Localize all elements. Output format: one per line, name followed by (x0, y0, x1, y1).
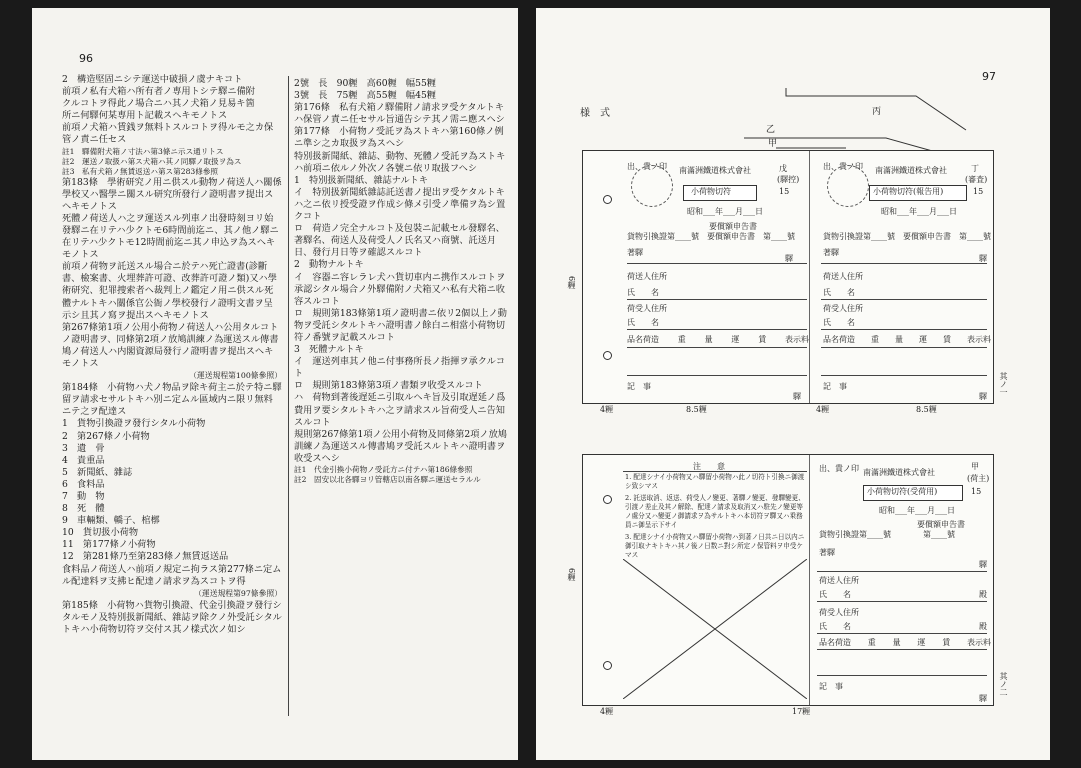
text-paragraph: 5 新聞紙、雜誌 (62, 466, 133, 478)
text-paragraph: イ 特別扱新聞紙雜誌託送書ノ提出ヲ受ケタルトキハ之ニ依リ授受證ヲ作成シ條メ引受ノ準備ヲ為シ置クコト (294, 186, 506, 223)
left-page (32, 8, 518, 760)
rule (821, 263, 987, 264)
declared-number: 第____號 (923, 530, 955, 539)
ticket-title: 小荷物切符 (691, 187, 731, 196)
company-name: 南滿洲鐵道株式會社 (875, 166, 947, 175)
text-paragraph: 7 動 物 (62, 491, 105, 502)
text-paragraph: 第267條第1項ノ公用小荷物ノ荷送人ハ公用タルコトノ證明書ヲ、同條第2項ノ放鳩訓練ノ為運送スル傳書鳩ノ荷送人ハ内閣資源局發行ノ證明書ヲ提出スヘキモノトス (62, 321, 279, 369)
remarks-label: 記 事 (627, 382, 651, 391)
text-paragraph: 2 第267條ノ小荷物 (62, 430, 150, 442)
text-paragraph: 3 遺 骨 (62, 442, 105, 454)
text-paragraph: 前項ノ私有犬箱ハ所有者ノ専用トシテ驛ニ備附 (62, 86, 255, 98)
table-header-cell: 品名荷造 (823, 335, 855, 344)
text-paragraph: 3 死體ナルトキ (294, 344, 364, 356)
text-paragraph: ハ 荷物到著後遅延ニ引取ルヘキ旨及引取遅延ノ爲費用ヲ要シタルトキハ之ヲ請求スル旨荷受人ニ告知スルコト (294, 392, 506, 428)
rule (817, 675, 987, 676)
text-paragraph: 1 特別扱新聞紙、雜誌ナルトキ (294, 174, 429, 186)
text-paragraph: 註2 固安以北各驛ヨリ管轄店以南各驛ニ運送セラルル (294, 475, 481, 484)
column-divider (288, 76, 289, 716)
seal-label: 出、貴ノ印 (823, 162, 863, 171)
receiver-address-label: 荷受人住所 (823, 304, 863, 313)
void-cross (623, 559, 807, 699)
ticket-corner: 戊 (779, 164, 787, 173)
sender-address-label: 荷送人住所 (819, 576, 859, 585)
declared-value-label: 要償額申告書 (917, 520, 965, 529)
dono-label: 殿 (979, 622, 987, 631)
text-paragraph: 所ニ何驛何某専用ト記載スヘキモノトス (62, 110, 228, 122)
dimension-mark: 4糎 (816, 405, 830, 414)
text-paragraph: 2 動物ナルトキ (294, 259, 364, 271)
label-hei: 丙 (872, 107, 882, 117)
style-label: 様 式 (580, 108, 610, 119)
rule (627, 263, 807, 264)
notice-item: 1. 配達シナイ小荷物又ハ驛留小荷物ハ此ノ切符ト引換ニ御渡シ致シマス (625, 473, 805, 490)
text-paragraph: 食料品ノ荷送人ハ前項ノ規定ニ拘ラス第277條ニ定ムル配達料ヲ支拂ヒ配達ノ請求ヲ為スコトヲ得 (62, 563, 282, 587)
text-column-2 (294, 78, 508, 485)
ticket-number: 15 (779, 187, 790, 196)
text-paragraph: 第184條 小荷物ハ犬ノ物品ヲ除キ荷主ニ於テ特ニ驛留ヲ請求セサルトキハ別ニ定ムル區域内ニ限リ無料ニテ之ヲ配達ス (62, 382, 282, 418)
text-paragraph: 註3 私有犬箱ノ無賃返送ハ第ス第283條參照 (62, 166, 219, 176)
rule (623, 471, 807, 472)
edge-label-1: 其ノ一 (999, 372, 1008, 396)
dimension-mark: 4糎 (600, 405, 614, 414)
claim-row: 貨物引換證第____號 (819, 530, 891, 539)
sender-name-label: 氏 名 (819, 590, 851, 599)
rule (817, 601, 987, 602)
rule (821, 329, 987, 330)
table-header (627, 334, 809, 345)
rule (821, 299, 987, 300)
text-paragraph: 第183條 學術研究ノ用ニ供スル動物ノ荷送人ハ關係學校又ハ醫學ニ關スル研究所發行ノ證明書ヲ提出スヘキモノトス (62, 176, 282, 212)
text-paragraph: 2 構造堅固ニシテ運送中破損ノ虞ナキコト (62, 74, 243, 85)
station-label: 驛 (979, 254, 987, 263)
punch-hole (603, 495, 612, 504)
ticket-form-lower (582, 454, 994, 706)
notice-item: 2. 託送取消、返送、荷受人ノ變更、著驛ノ變更、發驛變更、引渡ノ差止及其ノ解除、配達ノ請求及取消又ハ駐先ノ變更等ノ處分又ハ變更ノ御請求ヲ為サルトキハ本切符ヲ驛又ハ乗務員ニ御呈示下サイ (625, 494, 805, 529)
punch-hole (603, 351, 612, 360)
text-paragraph: イ 運送列車其ノ他ニ付事務所長ノ指揮ヲ承クルコト (294, 356, 506, 380)
seal-label: 出、貴ノ印 (819, 464, 859, 473)
rule (817, 633, 987, 634)
text-paragraph: 11 第177條ノ小荷物 (62, 539, 156, 551)
date-line: 昭和___年___月___日 (687, 207, 763, 216)
receiver-name-label: 氏 名 (823, 318, 855, 327)
rule (627, 299, 807, 300)
station-label: 驛 (979, 560, 987, 569)
text-paragraph: 2號 長 90糎 高60糎 幅55糎 (294, 78, 436, 89)
text-paragraph: 第185條 小荷物ハ貨物引換證、代金引換證ヲ發行シタルモノ及特別扱新聞紙、雜誌ヲ除クノ外受託シタルトキハ小荷物切符ヲ交付ス其ノ樣式次ノ如シ (62, 599, 282, 636)
text-paragraph: 註1 驛備附犬箱ノ寸法ハ第3條ニ示ス通リトス (62, 146, 224, 156)
ticket-form-upper (582, 150, 994, 404)
text-paragraph: イ 容器ニ容レラレ犬ハ貨切車内ニ携作スルコトヲ承認シタル場合ノ外驛備附ノ犬箱又ハ私有犬箱ニ收容スルコト (294, 271, 506, 307)
ticket-corner: 丁 (971, 164, 979, 173)
perforation (809, 151, 810, 403)
punch-hole (603, 195, 612, 204)
rule (627, 329, 807, 330)
text-paragraph: ロ 規則第183條第3項ノ書類ヲ收受スルコト (294, 380, 483, 392)
text-paragraph: 特別扱新聞紙、雜誌、動物、死體ノ受託ヲ為ストキハ前項ニ依ルノ外次ノ各號ニ依リ取扱フヘシ (294, 150, 506, 174)
text-paragraph: （運送規程第100條參照） (189, 371, 282, 381)
sender-address-label: 荷送人住所 (627, 272, 667, 281)
text-paragraph: 10 貨切扱小荷物 (62, 527, 139, 539)
table-header-cell: 重 (871, 335, 879, 344)
table-header-cell: 運 (917, 638, 926, 647)
table-header (823, 334, 991, 345)
table-header-cell: 表示料 (966, 638, 991, 647)
table-header-cell: 量 (892, 638, 901, 647)
sender-name-label: 氏 名 (627, 288, 659, 297)
table-header-cell: 表示料 (967, 335, 991, 344)
text-paragraph: ロ 規則第183條第1項ノ證明書ニ依リ2個以上ノ動物ヲ受託シタルトキハ證明書ノ餘白ニ相當小荷物切符ノ番號ヲ記載スルコト (294, 307, 507, 343)
table-header-cell: 重 (677, 335, 686, 344)
side-dimension: 6糎 (567, 568, 576, 582)
label-kou: 甲 (768, 139, 778, 149)
rule (627, 347, 807, 348)
declared-value-label: 要償額申告書 (709, 222, 757, 231)
dimension-mark: 8.5糎 (916, 405, 937, 414)
receiver-name-label: 氏 名 (627, 318, 659, 327)
text-column-1 (62, 74, 282, 636)
ticket-title-suffix: (受荷用) (907, 487, 938, 496)
arrival-station-label: 著驛 (627, 248, 643, 257)
arrival-station-label: 著驛 (819, 548, 835, 557)
date-line: 昭和___年___月___日 (881, 207, 957, 216)
text-paragraph: 前項ノ荷物ヲ託送スル場合ニ於テハ死亡證書(診斷書、檢案書、火埋葬許可證、改葬許可證ノ類)又ハ學術研究、犯罪捜索者ヘ裁判上ノ鑑定ノ用ニ供スル死體ナルトキハ關係官公衙ノ學校發行ノ證明文書ヲ呈示シ且其ノ寫ヲ提出スヘキモノトス (62, 261, 277, 321)
table-header-cell: 運 (731, 335, 740, 344)
notice-item: 3. 配達シナイ小荷物又ハ驛留小荷物ハ到著ノ日共ニ日以内ニ御引取ナキトキハ其ノ後ノ日数ニ對シ所定ノ保管料ヲ申受ケマス (625, 533, 805, 559)
text-paragraph: 前項ノ犬箱ハ賃銭ヲ無料トスルコトヲ得ルモ之カ保管ノ責ニ任セス (62, 122, 274, 146)
ticket-number: 15 (971, 487, 982, 496)
receiver-name-label: 氏 名 (819, 622, 851, 631)
text-paragraph: 第176條 私有犬箱ノ驛備附ノ請求ヲ受ケタルトキハ保管ノ責ニ任セサル旨通告シテ其ノ需ニ應スヘシ (294, 102, 505, 126)
dimension-mark: 4糎 (600, 707, 614, 716)
receiver-address-label: 荷受人住所 (819, 608, 859, 617)
text-paragraph: 12 第281條乃至第283條ノ無賃返送品 (62, 551, 229, 563)
station-label: 驛 (785, 254, 793, 263)
remarks-label: 記 事 (823, 382, 847, 391)
company-name: 南滿洲鐵道株式會社 (863, 468, 935, 477)
text-paragraph: 死體ノ荷送人ハ之ヲ運送スル列車ノ出發時刻ヨリ始發驛ニ在リテハ少クトモ6時間前迄ニ、其ノ他ノ驛ニ在リテハ少クトモ12時間前迄ニ其ノ申込ヲ為スヘキモノトス (62, 212, 279, 261)
text-paragraph: 註2 運送ノ取扱ハ第ス犬箱ハ其ノ同驛ノ取扱ヲ為ス (62, 156, 242, 166)
table-header-cell: 重 (867, 638, 876, 647)
copy-indicator-lines (736, 86, 1016, 154)
table-header-cell: 品名荷造 (627, 335, 659, 344)
table-header (819, 637, 991, 648)
ticket-title-suffix: (報告用) (913, 187, 944, 196)
text-paragraph: 規則第267條第1項ノ公用小荷物及同條第2項ノ放鳩訓練ノ為運送スル傳書鳩ヲ受託スルトキハ證明書ヲ收受スヘシ (294, 428, 507, 464)
remarks-label: 記 事 (819, 682, 843, 691)
dimension-mark: 8.5糎 (686, 405, 707, 414)
text-paragraph: （運送規程第97條參照） (194, 588, 282, 598)
rule (627, 375, 807, 376)
date-line: 昭和___年___月___日 (879, 506, 955, 515)
text-paragraph: クルコトヲ得此ノ場合ニハ其ノ犬箱ノ見易キ箇 (62, 98, 255, 110)
table-header-cell: 運 (919, 335, 927, 344)
seal-label: 出、貴ノ印 (627, 162, 667, 171)
station-label: 驛 (793, 392, 801, 401)
ticket-corner: 甲 (971, 462, 979, 471)
rule (817, 649, 987, 650)
rule (821, 347, 987, 348)
text-paragraph: 1 貨物引換證ヲ發行シタル小荷物 (62, 418, 206, 430)
table-header-cell: 賃 (942, 638, 951, 647)
claim-row: 貨物引換證第____號 要償額申告書 第____號 (627, 232, 795, 241)
ticket-title: 小荷物切符 (867, 487, 907, 496)
table-header-cell: 賃 (943, 335, 951, 344)
text-paragraph: 9 車輛類、轎子、棺槨 (62, 515, 160, 527)
ticket-title: 小荷物切符 (873, 187, 913, 196)
page-number-left: 96 (79, 52, 93, 65)
company-name: 南滿洲鐵道株式會社 (679, 166, 751, 175)
right-page (536, 8, 1050, 760)
dimension-mark: 17糎 (792, 707, 811, 716)
ticket-corner-sub: (審査) (965, 175, 988, 184)
sender-address-label: 荷送人住所 (823, 272, 863, 281)
rule (817, 571, 987, 572)
perforation (809, 455, 810, 705)
sender-name-label: 氏 名 (823, 288, 855, 297)
page-number-right: 97 (982, 70, 996, 83)
ticket-corner-sub: (荷主) (967, 474, 990, 483)
text-paragraph: 4 貴重品 (62, 454, 105, 466)
text-paragraph: 6 食料品 (62, 478, 105, 490)
ticket-number: 15 (973, 187, 984, 196)
rule (821, 375, 987, 376)
label-otsu: 乙 (766, 125, 776, 135)
edge-label-2: 其ノ二 (999, 672, 1008, 696)
text-paragraph: 3號 長 75糎 高55糎 幅45糎 (294, 90, 436, 102)
claim-row: 貨物引換證第____號 要償額申告書 第____號 (823, 232, 991, 241)
text-paragraph: 8 死 體 (62, 503, 105, 515)
ticket-corner-sub: (驛控) (777, 175, 800, 184)
arrival-station-label: 著驛 (823, 248, 839, 257)
table-header-cell: 表示料 (784, 335, 809, 344)
punch-hole (603, 661, 612, 670)
station-label: 驛 (979, 694, 987, 703)
text-paragraph: 註1 代金引換小荷物ノ受託方ニ付テハ第186條參照 (294, 465, 473, 474)
station-label: 驛 (979, 392, 987, 401)
notice-list (625, 473, 805, 563)
table-header-cell: 量 (704, 335, 713, 344)
table-header-cell: 品名荷造 (819, 638, 851, 647)
text-paragraph: 第177條 小荷物ノ受託ヲ為ストキハ第160條ノ例ニ準シ之カ取扱ヲ為スヘシ (294, 126, 504, 150)
notice-title: 注 意 (693, 462, 725, 471)
text-paragraph: ロ 荷造ノ完全ナルコト及包裝ニ記載セル發驛名、著驛名、荷送人及荷受人ノ氏名又ハ商號、託送月日、發行月日等ヲ確認スルコト (294, 223, 505, 259)
table-header-cell: 量 (895, 335, 903, 344)
dono-label: 殿 (979, 590, 987, 599)
receiver-address-label: 荷受人住所 (627, 304, 667, 313)
side-dimension: 6糎 (567, 276, 576, 290)
table-header-cell: 賃 (758, 335, 767, 344)
